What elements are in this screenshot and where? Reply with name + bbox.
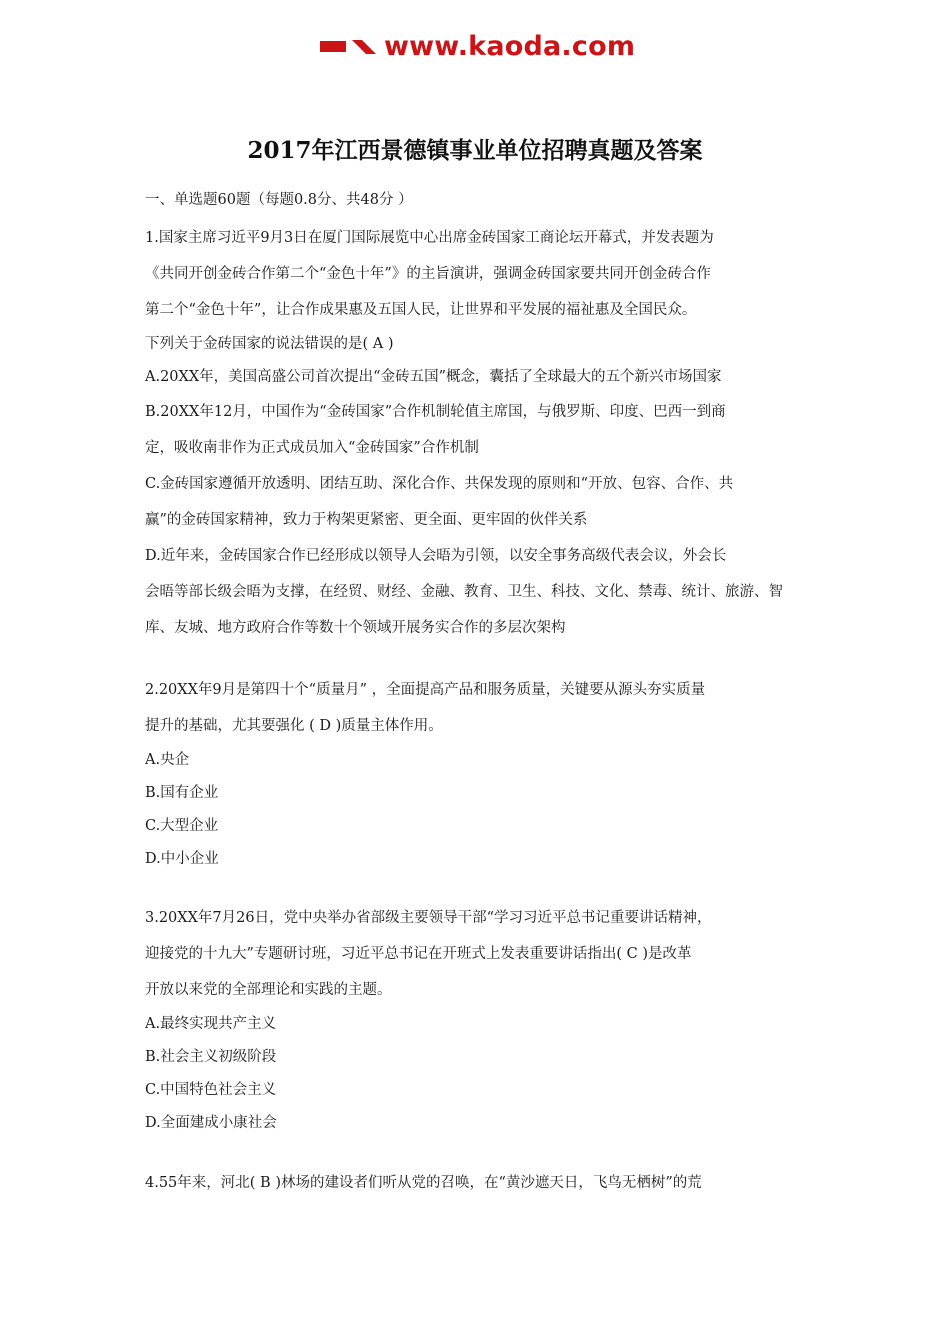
option-line: A.20XX年，美国高盛公司首次提出“金砖五国”概念，囊括了全球最大的五个新兴市场国家 bbox=[145, 369, 722, 385]
option-line: D.中小企业 bbox=[145, 851, 219, 867]
option-line: D.近年来，金砖国家合作已经形成以领导人会晤为引领，以安全事务高级代表会议，外会长 bbox=[145, 548, 727, 564]
option-line: 定，吸收南非作为正式成员加入“金砖国家”合作机制 bbox=[145, 440, 479, 456]
option-line: B.20XX年12月，中国作为“金砖国家”合作机制轮值主席国，与俄罗斯、印度、巴西一到商 bbox=[145, 404, 726, 420]
section-heading: 一、单选题60题（每题0.8分、共48分 ） bbox=[145, 192, 413, 208]
logo-text[interactable]: www.kaoda.com bbox=[384, 31, 636, 62]
document-body bbox=[145, 188, 810, 1201]
question-stem-line: 开放以来党的全部理论和实践的主题。 bbox=[145, 982, 392, 998]
question-1 bbox=[145, 220, 810, 646]
option-line: C.大型企业 bbox=[145, 818, 219, 834]
kaoda-logo-icon bbox=[318, 32, 378, 62]
option-line: A.最终实现共产主义 bbox=[145, 1016, 277, 1032]
question-3 bbox=[145, 900, 810, 1140]
option-line: 赢”的金砖国家精神，致力于构架更紧密、更全面、更牢固的伙伴关系 bbox=[145, 512, 588, 528]
question-stem-line: 2.20XX年9月是第四十个“质量月” ，全面提高产品和服务质量，关键要从源头夯实质量 bbox=[145, 682, 706, 698]
question-stem-line: 《共同开创金砖合作第二个“金色十年”》的主旨演讲，强调金砖国家要共同开创金砖合作 bbox=[145, 266, 711, 282]
header-logo bbox=[318, 30, 635, 64]
question-stem-line: 4.55年来，河北( B )林场的建设者们听从党的召唤，在“黄沙遮天日，飞鸟无栖树”的荒 bbox=[145, 1175, 702, 1191]
option-line: C.金砖国家遵循开放透明、团结互助、深化合作、共保发现的原则和“开放、包容、合作、共 bbox=[145, 476, 734, 492]
document-title: 2017年江西景德镇事业单位招聘真题及答案 bbox=[247, 137, 703, 164]
option-line: C.中国特色社会主义 bbox=[145, 1082, 277, 1098]
question-stem-line: 1.国家主席习近平9月3日在厦门国际展览中心出席金砖国家工商论坛开幕式，并发表题为 bbox=[145, 230, 714, 246]
question-stem-line: 迎接党的十九大”专题研讨班，习近平总书记在开班式上发表重要讲话指出( C )是改革 bbox=[145, 946, 692, 962]
question-stem-line: 3.20XX年7月26日，党中央举办省部级主要领导干部“学习习近平总书记重要讲话精神， bbox=[145, 910, 712, 926]
option-line: B.国有企业 bbox=[145, 785, 219, 801]
option-line: A.央企 bbox=[145, 752, 190, 768]
option-line: D.全面建成小康社会 bbox=[145, 1115, 277, 1131]
option-line: B.社会主义初级阶段 bbox=[145, 1049, 277, 1065]
option-line: 库、友城、地方政府合作等数十个领域开展务实合作的多层次架构 bbox=[145, 620, 566, 636]
question-4 bbox=[145, 1165, 810, 1201]
question-stem-line: 提升的基础，尤其要强化 ( D )质量主体作用。 bbox=[145, 718, 443, 734]
option-line: 会晤等部长级会晤为支撑，在经贸、财经、金融、教育、卫生、科技、文化、禁毒、统计、旅游、智 bbox=[145, 584, 783, 600]
question-stem-line: 下列关于金砖国家的说法错误的是( A ) bbox=[145, 336, 394, 352]
question-2 bbox=[145, 672, 810, 876]
question-stem-line: 第二个“金色十年”，让合作成果惠及五国人民，让世界和平发展的福祉惠及全国民众。 bbox=[145, 302, 697, 318]
